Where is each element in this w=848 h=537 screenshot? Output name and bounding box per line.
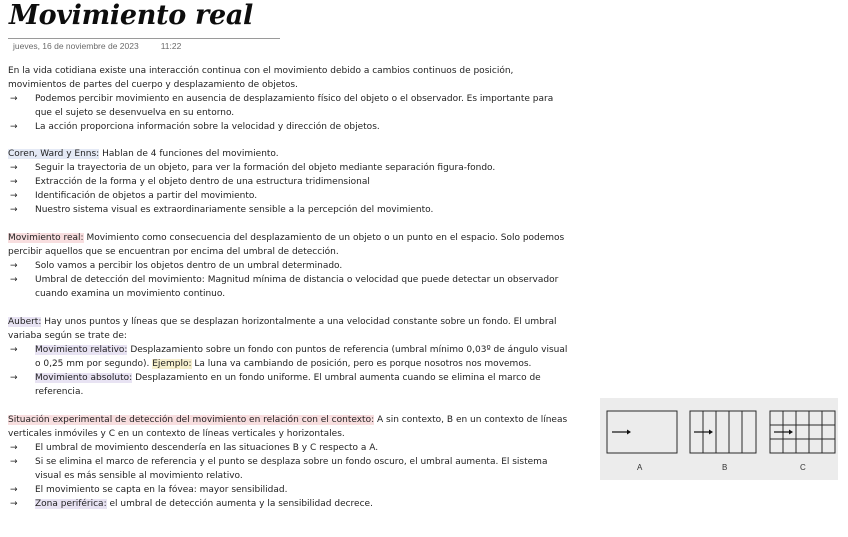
title-underline bbox=[8, 38, 280, 39]
aubert-label: Aubert: bbox=[8, 317, 42, 327]
list-item: → Solo vamos a percibir los objetos dentro de un umbral determinado. bbox=[10, 261, 343, 271]
list-item: → El umbral de movimiento descendería en las situaciones B y C respecto a A. bbox=[10, 443, 379, 453]
arrow-icon: → bbox=[10, 122, 18, 132]
list-item: → Nuestro sistema visual es extraordinariamente sensible a la percepción del movimiento. bbox=[10, 205, 434, 215]
list-item: → Podemos percibir movimiento en ausencia de desplazamiento físico del objeto o el observador. Es importante para que el sujeto se desenvuelva en su entorno. bbox=[10, 94, 554, 118]
arrow-icon: → bbox=[10, 261, 18, 271]
note-body bbox=[8, 64, 573, 525]
list-item: → El movimiento se capta en la fóvea: mayor sensibilidad. bbox=[10, 485, 288, 495]
note-timestamp bbox=[13, 41, 181, 51]
list-item: → Seguir la trayectoria de un objeto, para ver la formación del objeto mediante separación figura-fondo. bbox=[10, 163, 496, 173]
context-figure bbox=[600, 398, 838, 480]
coren-section bbox=[8, 147, 573, 217]
arrow-icon: → bbox=[10, 205, 18, 215]
figure-label-c: C bbox=[800, 463, 806, 472]
motion-arrow-a-icon bbox=[612, 430, 631, 435]
intro-section bbox=[8, 64, 573, 134]
aubert-section bbox=[8, 315, 573, 399]
arrow-icon: → bbox=[10, 373, 18, 383]
arrow-icon: → bbox=[10, 345, 18, 355]
list-item: → Movimiento absoluto: Desplazamiento en un fondo uniforme. El umbral aumenta cuando se elimina el marco de referencia. bbox=[10, 373, 541, 397]
list-item: → Movimiento relativo: Desplazamiento sobre un fondo con puntos de referencia (umbral mínimo 0,03º de ángulo visual o 0,25 mm por segundo). Ejemplo: La luna va cambiando de posición, pero es porque nosotros nos movemos. bbox=[10, 345, 568, 369]
relative-label: Movimiento relativo: bbox=[35, 345, 128, 355]
intro-text: En la vida cotidiana existe una interacción continua con el movimiento debido a cambios continuos de posición, movimientos de partes del cuerpo y desplazamiento de objetos. bbox=[8, 66, 514, 90]
figure-label-b: B bbox=[722, 463, 728, 472]
real-label: Movimiento real: bbox=[8, 233, 84, 243]
list-item: → La acción proporciona información sobre la velocidad y dirección de objetos. bbox=[10, 122, 380, 132]
example-label: Ejemplo: bbox=[152, 359, 192, 369]
real-heading: Movimiento real: Movimiento como consecuencia del desplazamiento de un objeto o un punto en el espacio. Solo podemos percibir aquellos que se encuentran por encima del umbral de detección. bbox=[8, 233, 565, 257]
real-section bbox=[8, 231, 573, 301]
peripheral-label: Zona periférica: bbox=[35, 499, 107, 509]
page-title: Movimiento real bbox=[9, 0, 254, 31]
arrow-icon: → bbox=[10, 457, 18, 467]
arrow-icon: → bbox=[10, 443, 18, 453]
list-item: → Zona periférica: el umbral de detección aumenta y la sensibilidad decrece. bbox=[10, 499, 373, 509]
situacion-heading: Situación experimental de detección del movimiento en relación con el contexto: A sin contexto, B en un contexto de líneas verticales inmóviles y C en un contexto de líneas verticales y horizontales. bbox=[8, 415, 568, 439]
coren-heading: Coren, Ward y Enns: Hablan de 4 funciones del movimiento. bbox=[8, 149, 279, 159]
list-item: → Si se elimina el marco de referencia y el punto se desplaza sobre un fondo oscuro, el umbral aumenta. El sistema visual es más sensible al movimiento relativo. bbox=[10, 457, 548, 481]
list-item: → Identificación de objetos a partir del movimiento. bbox=[10, 191, 258, 201]
arrow-icon: → bbox=[10, 163, 18, 173]
situacion-label: Situación experimental de detección del movimiento en relación con el contexto: bbox=[8, 415, 375, 425]
note-time: 11:22 bbox=[160, 41, 182, 51]
note-date: jueves, 16 de noviembre de 2023 bbox=[13, 41, 139, 51]
list-item: → Umbral de detección del movimiento: Magnitud mínima de distancia o velocidad que puede detectar un observador cuando examina un movimiento continuo. bbox=[10, 275, 559, 299]
aubert-heading: Aubert: Hay unos puntos y líneas que se desplazan horizontalmente a una velocidad constante sobre un fondo. El umbral variaba según se trate de: bbox=[8, 317, 557, 341]
arrow-icon: → bbox=[10, 177, 18, 187]
figure-label-a: A bbox=[637, 463, 643, 472]
arrow-icon: → bbox=[10, 191, 18, 201]
coren-label: Coren, Ward y Enns: bbox=[8, 149, 100, 159]
arrow-icon: → bbox=[10, 485, 18, 495]
arrow-icon: → bbox=[10, 499, 18, 509]
arrow-icon: → bbox=[10, 275, 18, 285]
absolute-label: Movimiento absoluto: bbox=[35, 373, 133, 383]
arrow-icon: → bbox=[10, 94, 18, 104]
list-item: → Extracción de la forma y el objeto dentro de una estructura tridimensional bbox=[10, 177, 370, 187]
situacion-section bbox=[8, 413, 573, 511]
